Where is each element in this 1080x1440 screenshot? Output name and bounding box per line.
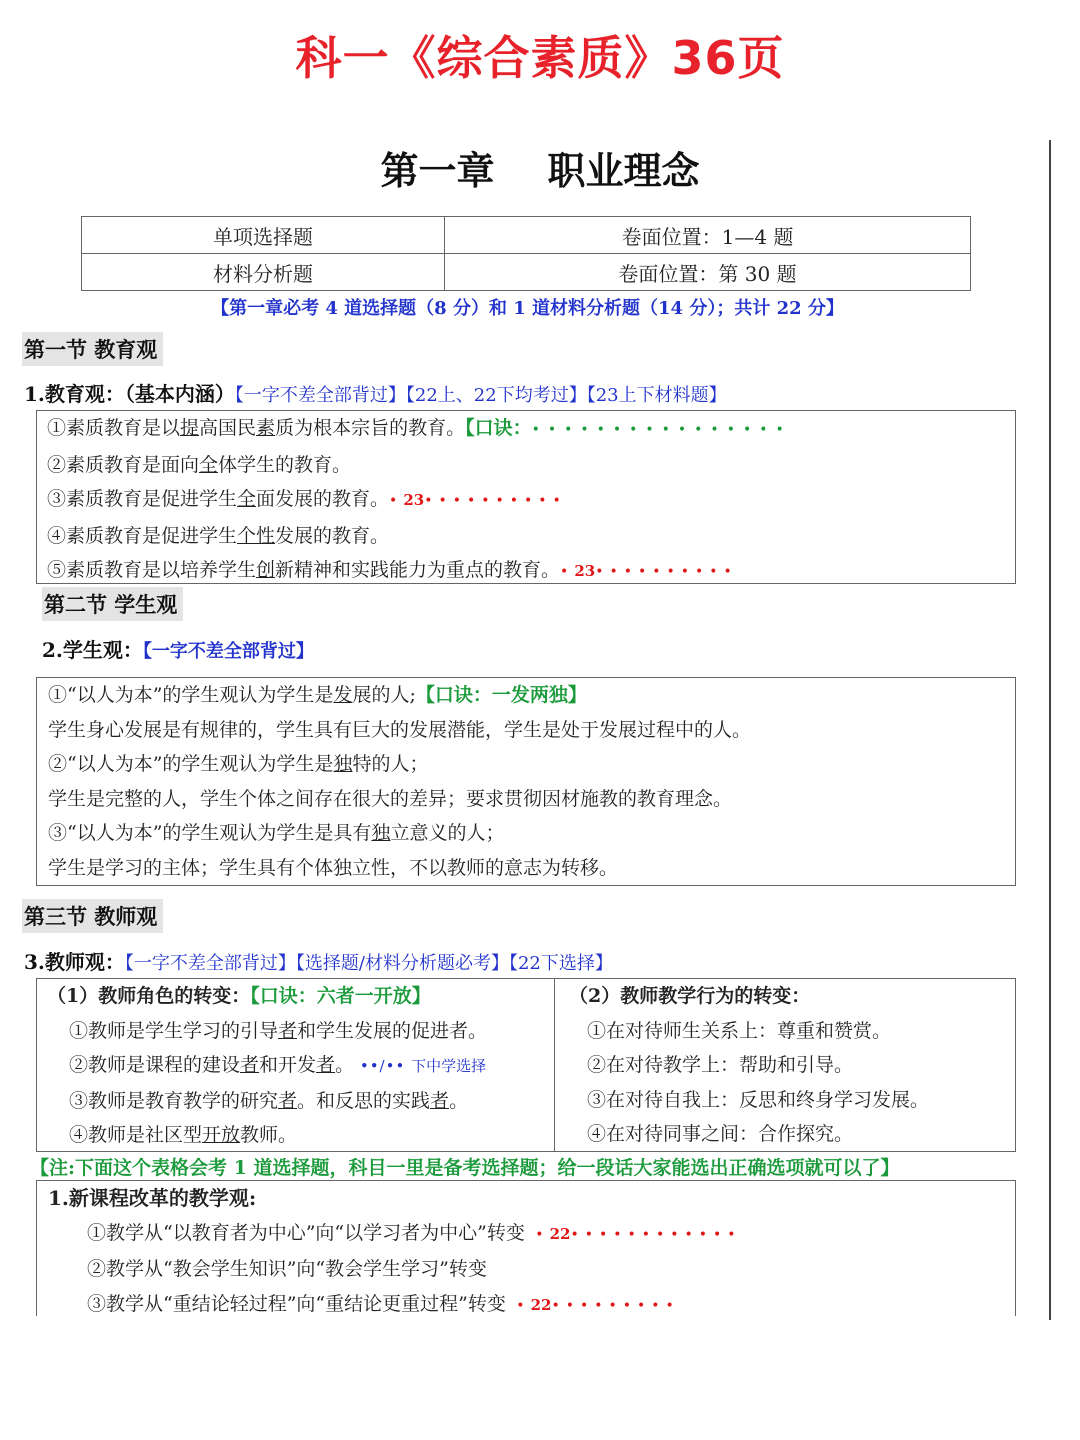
list-item: ④教师是社区型开放教师。 [69, 1124, 298, 1146]
list-item: ②“以人为本”的学生观认为学生是独特的人； [48, 753, 429, 775]
section-title-1: 第一节 教育观 [22, 332, 163, 366]
teacher-role-column [37, 979, 552, 1153]
table-row [82, 217, 971, 254]
mnemonic-tag: 【口诀：六者一开放】 [250, 985, 431, 1007]
teaching-behavior-column [555, 979, 1013, 1152]
student-view-box [36, 677, 1016, 886]
exam-position-table [81, 216, 971, 291]
new-curriculum-box [36, 1180, 1016, 1316]
dot-leader: •••••••••• [424, 493, 567, 509]
list-item: ④在对待同事之间：合作探究。 [587, 1123, 854, 1145]
column-head: （2）教师教学行为的转变： [569, 985, 811, 1007]
list-item: ②教学从“教会学生知识”向“教会学生学习”转变 [87, 1258, 487, 1280]
chapter-title [0, 140, 1080, 195]
heading-text: 1.教育观：（基本内涵） [24, 382, 235, 406]
dot-leader: • [389, 493, 404, 509]
section1-heading [24, 378, 727, 407]
dot-leader: ••••••••• [551, 1297, 680, 1314]
position-cell: 卷面位置：第 30 题 [445, 254, 971, 291]
list-item: ②在对待教学上：帮助和引导。 [587, 1054, 854, 1076]
chapter-summary: 【第一章必考 4 道选择题（8 分）和 1 道材料分析题（14 分）；共计 22 分】 [211, 298, 844, 319]
question-type-cell: 单项选择题 [82, 217, 445, 254]
list-item: 学生是学习的主体；学生具有个体独立性，不以教师的意志为转移。 [48, 856, 619, 879]
list-item: 学生是完整的人，学生个体之间存在很大的差异；要求贯彻因材施教的教育理念。 [48, 787, 733, 810]
exam-year-mark: 22 [530, 1295, 552, 1314]
section-title-3: 第三节 教师观 [22, 899, 163, 933]
dot-leader: •••••••••• [595, 564, 738, 580]
list-item: ⑤素质教育是以培养学生创新精神和实践能力为重点的教育。•23•••••••••• [47, 559, 738, 581]
list-item: ③在对待自我上：反思和终身学习发展。 [587, 1088, 930, 1111]
chapter-name: 职业理念 [547, 149, 700, 193]
mnemonic-tag: 【口诀： [465, 417, 532, 439]
heading-tags: 【一字不差全部背过】【选择题/材料分析题必考】【22下选择】 [124, 953, 613, 974]
exam-note: 【注:下面这个表格会考 1 道选择题，科目一里是备考选择题；给一段话大家能选出正确选项就可以了】 [30, 1157, 900, 1179]
education-view-box [36, 410, 1016, 584]
section-title-2: 第二节 学生观 [42, 587, 183, 621]
list-item: ③“以人为本”的学生观认为学生是具有独立意义的人； [48, 822, 505, 844]
list-item: 学生身心发展是有规律的，学生具有巨大的发展潜能，学生是处于发展过程中的人。 [48, 718, 752, 741]
table-row [82, 254, 971, 291]
list-item: ②素质教育是面向全体学生的教育。 [47, 453, 352, 476]
mnemonic-tag: 【口诀：一发两独】 [415, 684, 587, 706]
list-item: ①素质教育是以提高国民素质为根本宗旨的教育。【口诀：•••••••••••••••• [47, 417, 792, 439]
dot-leader: • [560, 564, 575, 580]
list-item: ③教师是教育教学的研究者。和反思的实践者。 [69, 1089, 469, 1112]
exam-year-mark: 23 [574, 562, 596, 580]
box-heading: 1.新课程改革的教学观: [48, 1186, 257, 1210]
dot-leader: •••••••••••• [570, 1226, 742, 1243]
list-item: ①在对待师生关系上：尊重和赞赏。 [587, 1019, 892, 1042]
list-item: ④素质教育是促进学生个性发展的教育。 [47, 524, 390, 547]
dot-leader: •••••••••••••••• [531, 422, 792, 438]
section2-heading: 2.学生观：【一字不差全部背过】 [42, 638, 314, 662]
dot-leader: • [524, 1226, 550, 1243]
list-item: ①教师是学生学习的引导者和学生发展的促进者。 [69, 1019, 488, 1042]
heading-tags: 【一字不差全部背过】【22上、22下均考过】【23上下材料题】 [234, 385, 727, 406]
chapter-number: 第一章 [380, 149, 495, 193]
list-item: ②教师是课程的建设者和开发者。 ••/•• 下中学选择 [69, 1054, 487, 1076]
teacher-view-box [36, 978, 1016, 1152]
heading-tags: 【一字不差全部背过】 [142, 641, 314, 662]
exam-year-mark: 22 [549, 1224, 571, 1243]
list-item: ①“以人为本”的学生观认为学生是发展的人;【口诀：一发两独】 [48, 684, 587, 706]
page-title: 科一《综合素质》36页 [295, 31, 785, 85]
dot-leader: ••/•• [354, 1057, 412, 1075]
section3-heading: 3.教师观：【一字不差全部背过】【选择题/材料分析题必考】【22下选择】 [24, 950, 613, 974]
question-type-cell: 材料分析题 [82, 254, 445, 291]
list-item: ①教学从“以教育者为中心”向“以学习者为中心”转变 •22•••••••••••• [87, 1221, 742, 1244]
dot-leader: • [505, 1297, 531, 1314]
list-item: ③素质教育是促进学生全面发展的教育。•23•••••••••• [47, 488, 567, 510]
list-item: ③教学从“重结论轻过程”向“重结论更重过程”转变 •22••••••••• [87, 1292, 680, 1315]
exam-note: 下中学选择 [411, 1057, 487, 1075]
position-cell: 卷面位置：1—4 题 [445, 217, 971, 254]
exam-year-mark: 23 [403, 491, 425, 509]
column-head: （1）教师角色的转变：【口诀：六者一开放】 [47, 985, 431, 1007]
